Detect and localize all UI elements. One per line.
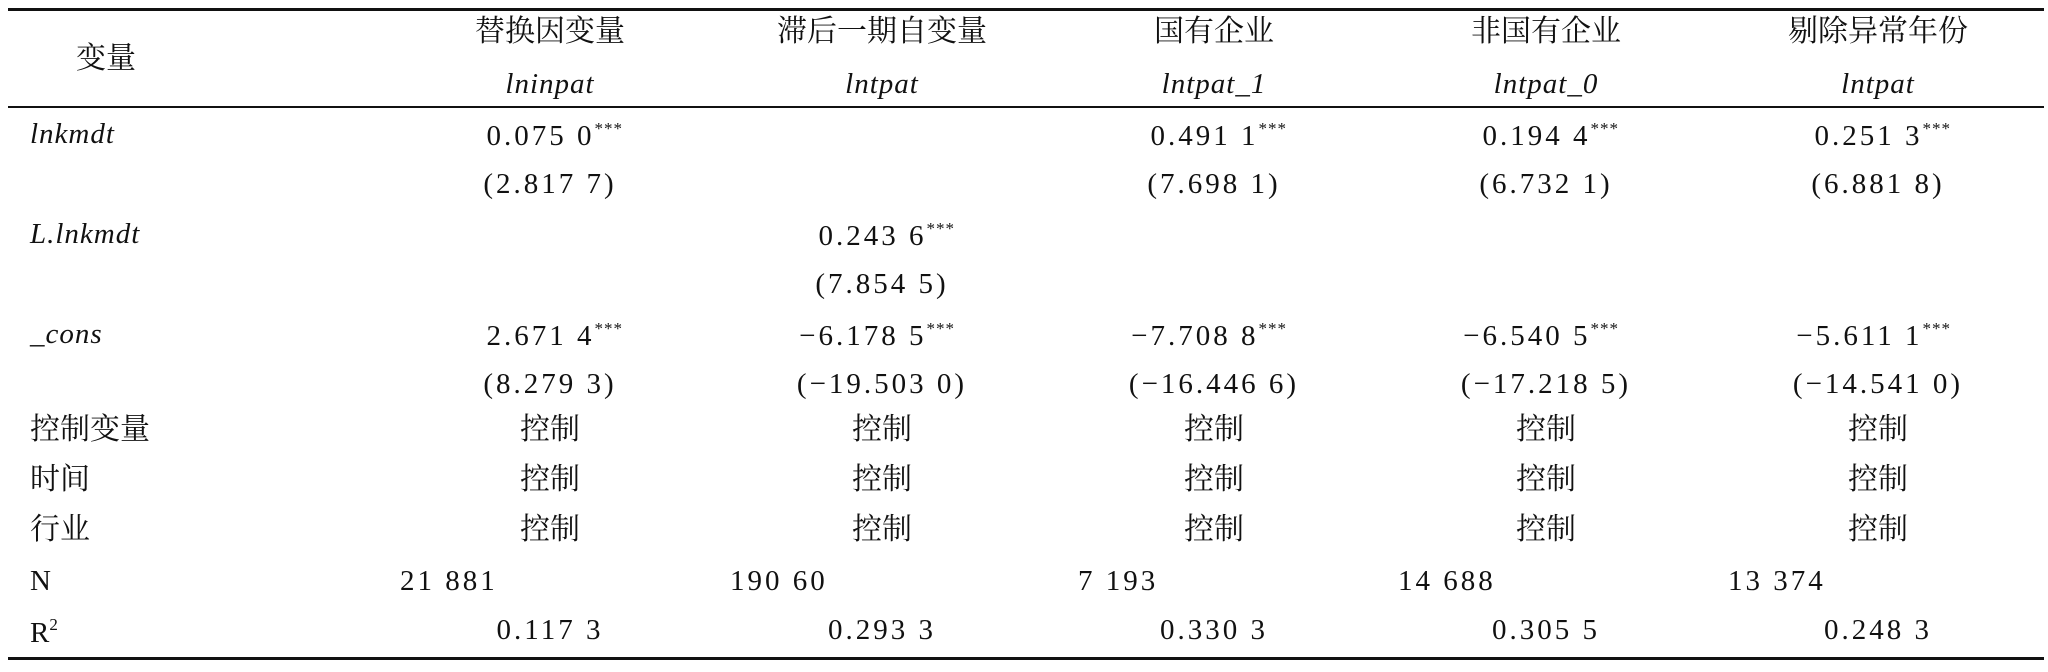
n-value-5: 13 374 <box>1728 565 1826 597</box>
tstat-lnkmdt-1: (2.817 7) <box>483 168 617 200</box>
controls-value-1: 控制 <box>520 412 580 447</box>
coef-cons-1: 2.671 4*** <box>486 319 623 352</box>
controls-value-5: 控制 <box>1848 412 1908 447</box>
dependent-variable-4: lntpat_0 <box>1493 68 1599 100</box>
n-value-2: 190 60 <box>730 565 828 597</box>
coef-l-lnkmdt-2: 0.243 6*** <box>818 219 955 252</box>
row-label-controls: 控制变量 <box>30 412 150 447</box>
coef-cons-4: −6.540 5*** <box>1463 319 1619 352</box>
industry-value-4: 控制 <box>1516 512 1576 547</box>
r-squared-value-3: 0.330 3 <box>1160 614 1268 646</box>
industry-value-3: 控制 <box>1184 512 1244 547</box>
r-squared-value-1: 0.117 3 <box>496 614 604 646</box>
n-value-4: 14 688 <box>1398 565 1496 597</box>
controls-value-4: 控制 <box>1516 412 1576 447</box>
time-value-5: 控制 <box>1848 462 1908 497</box>
dependent-variable-2: lntpat <box>845 68 919 100</box>
industry-value-2: 控制 <box>852 512 912 547</box>
r-squared-value-4: 0.305 5 <box>1492 614 1600 646</box>
r-squared-value-2: 0.293 3 <box>828 614 936 646</box>
variable-column-header: 变量 <box>76 41 136 76</box>
table-bottom-rule <box>8 657 2044 660</box>
table-top-rule <box>8 8 2044 11</box>
tstat-lnkmdt-4: (6.732 1) <box>1479 168 1613 200</box>
column-title-3: 国有企业 <box>1154 14 1274 49</box>
tstat-l-lnkmdt-2: (7.854 5) <box>815 268 949 300</box>
dependent-variable-1: lninpat <box>505 68 595 100</box>
n-value-3: 7 193 <box>1078 565 1159 597</box>
row-label-industry: 行业 <box>30 512 90 547</box>
coef-lnkmdt-3: 0.491 1*** <box>1150 119 1287 152</box>
time-value-4: 控制 <box>1516 462 1576 497</box>
industry-value-5: 控制 <box>1848 512 1908 547</box>
tstat-cons-5: (−14.541 0) <box>1792 368 1964 400</box>
coef-cons-5: −5.611 1*** <box>1796 319 1951 352</box>
table-header-rule <box>8 106 2044 108</box>
time-value-1: 控制 <box>520 462 580 497</box>
time-value-2: 控制 <box>852 462 912 497</box>
industry-value-1: 控制 <box>520 512 580 547</box>
row-label-n: N <box>30 565 51 597</box>
tstat-lnkmdt-3: (7.698 1) <box>1147 168 1281 200</box>
controls-value-3: 控制 <box>1184 412 1244 447</box>
dependent-variable-3: lntpat_1 <box>1161 68 1267 100</box>
coef-lnkmdt-1: 0.075 0*** <box>486 119 623 152</box>
row-label-cons: _cons <box>30 318 103 350</box>
tstat-cons-1: (8.279 3) <box>483 368 617 400</box>
tstat-cons-3: (−16.446 6) <box>1128 368 1300 400</box>
time-value-3: 控制 <box>1184 462 1244 497</box>
row-label-r-squared: $R^2$ <box>30 615 58 649</box>
dependent-variable-5: lntpat <box>1841 68 1915 100</box>
column-title-4: 非国有企业 <box>1471 14 1621 49</box>
tstat-cons-2: (−19.503 0) <box>796 368 968 400</box>
column-title-1: 替换因变量 <box>475 14 625 49</box>
row-label-time: 时间 <box>30 462 90 497</box>
controls-value-2: 控制 <box>852 412 912 447</box>
column-title-5: 剔除异常年份 <box>1788 14 1968 49</box>
coef-cons-2: −6.178 5*** <box>799 319 955 352</box>
column-title-2: 滞后一期自变量 <box>777 14 987 49</box>
coef-lnkmdt-4: 0.194 4*** <box>1482 119 1619 152</box>
n-value-1: 21 881 <box>400 565 498 597</box>
tstat-cons-4: (−17.218 5) <box>1460 368 1632 400</box>
tstat-lnkmdt-5: (6.881 8) <box>1811 168 1945 200</box>
row-label-lnkmdt: lnkmdt <box>30 118 115 150</box>
row-label-l-lnkmdt: L.lnkmdt <box>30 218 141 250</box>
coef-cons-3: −7.708 8*** <box>1131 319 1287 352</box>
coef-lnkmdt-5: 0.251 3*** <box>1814 119 1951 152</box>
r-squared-value-5: 0.248 3 <box>1824 614 1932 646</box>
